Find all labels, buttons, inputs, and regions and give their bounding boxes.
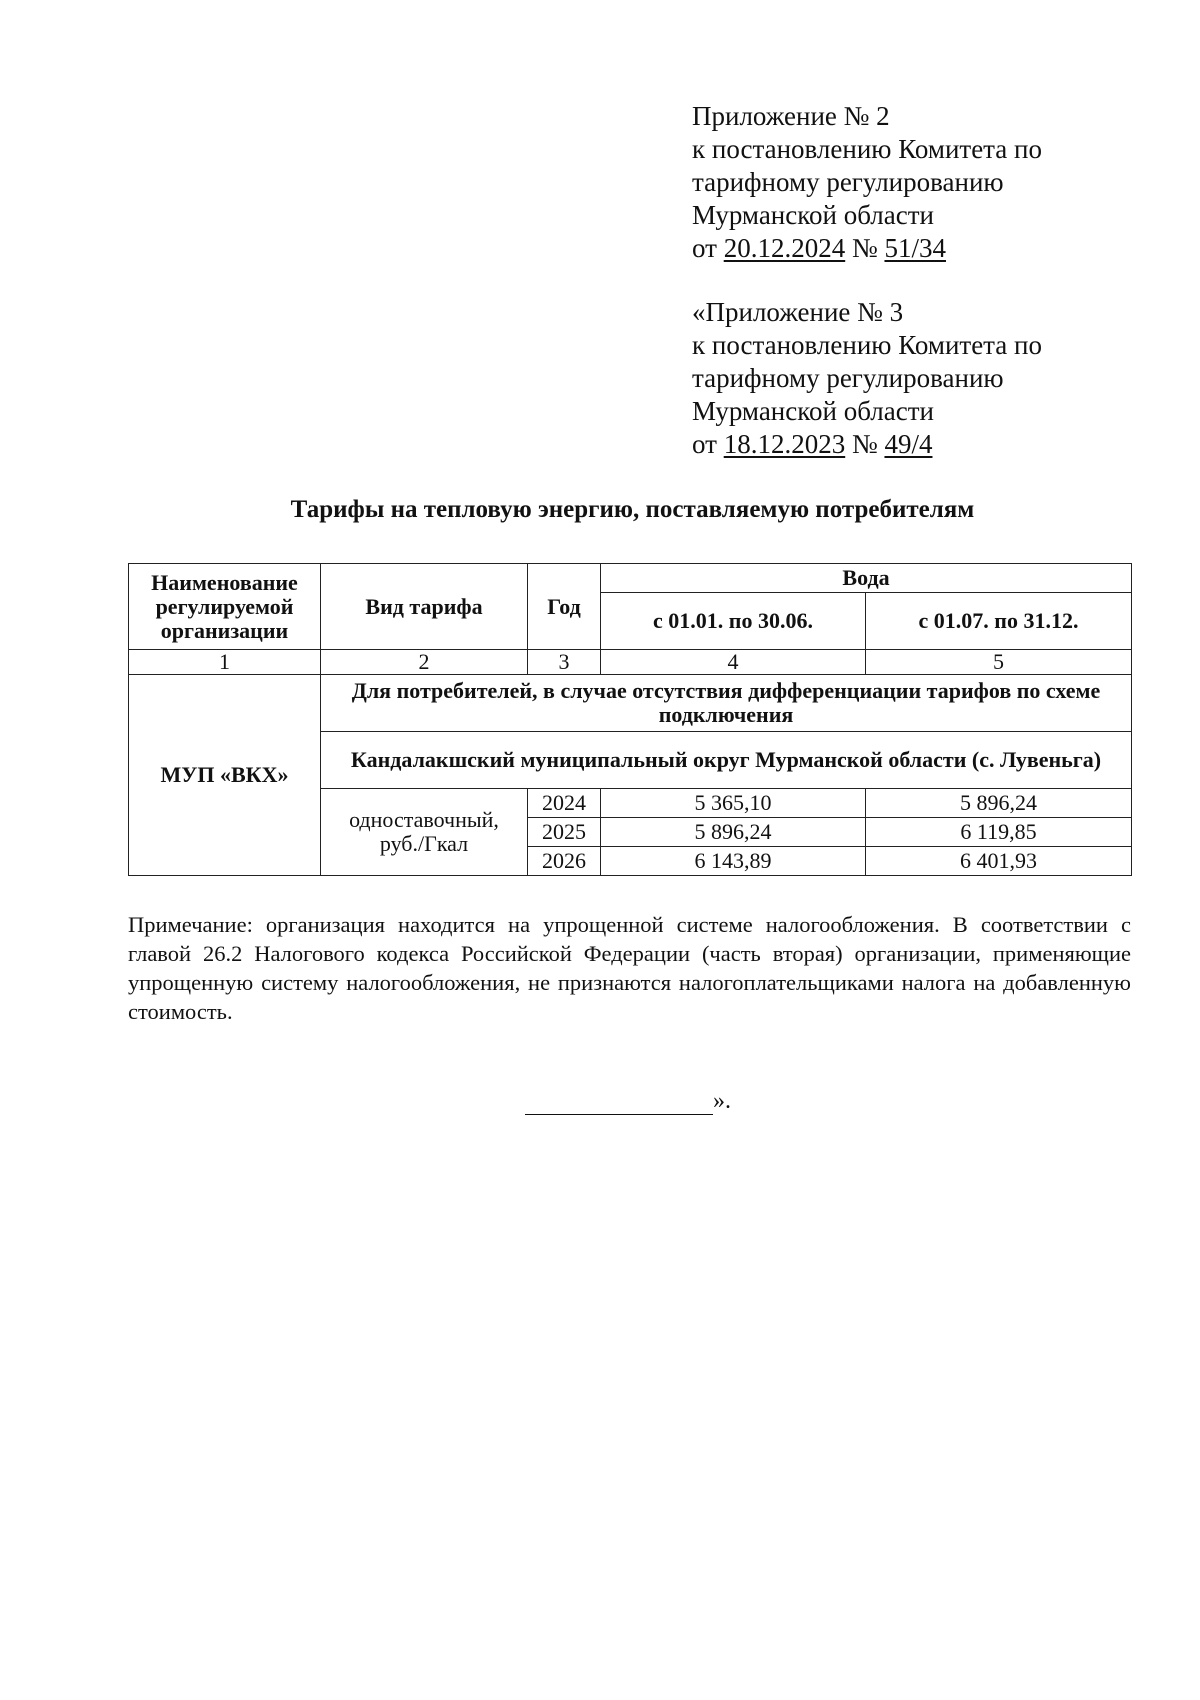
appendix-date-line (692, 232, 1162, 265)
appendix-header-amended (692, 296, 1162, 461)
value-period-1: 6 143,89 (601, 847, 866, 876)
header-period-1: с 01.01. по 30.06. (601, 593, 866, 650)
appendix-date: 18.12.2023 (723, 429, 846, 459)
value-period-2: 6 119,85 (866, 818, 1132, 847)
number-sign: № (851, 429, 878, 459)
appendix-date: 20.12.2024 (723, 233, 846, 263)
organization-name: МУП «ВКХ» (129, 675, 321, 876)
year-cell: 2024 (528, 789, 601, 818)
tariff-type-cell: одноставочный, руб./Гкал (321, 789, 528, 876)
appendix-number: 49/4 (884, 429, 933, 459)
column-number: 2 (321, 650, 528, 675)
appendix-date-line (692, 428, 1162, 461)
value-period-1: 5 896,24 (601, 818, 866, 847)
header-year: Год (528, 564, 601, 650)
number-sign: № (851, 233, 878, 263)
header-row (129, 564, 1132, 593)
territory-heading: Кандалакшский муниципальный округ Мурманской области (с. Лувеньга) (321, 732, 1132, 789)
closing-line (525, 1088, 731, 1115)
tariff-table (128, 563, 1132, 876)
appendix-line: к постановлению Комитета по (692, 134, 1042, 164)
section-row (129, 675, 1132, 732)
column-number: 3 (528, 650, 601, 675)
date-prefix: от (692, 429, 717, 459)
appendix-line: к постановлению Комитета по (692, 330, 1042, 360)
document-title: Тарифы на тепловую энергию, поставляемую потребителям (290, 496, 975, 523)
header-tariff-type: Вид тарифа (321, 564, 528, 650)
date-prefix: от (692, 233, 717, 263)
header-water: Вода (601, 564, 1132, 593)
column-number: 4 (601, 650, 866, 675)
value-period-1: 5 365,10 (601, 789, 866, 818)
year-cell: 2025 (528, 818, 601, 847)
year-cell: 2026 (528, 847, 601, 876)
column-number: 1 (129, 650, 321, 675)
column-number-row (129, 650, 1132, 675)
value-period-2: 6 401,93 (866, 847, 1132, 876)
tax-note: Примечание: организация находится на упрощенной системе налогообложения. В соответствии с главой 26.2 Налогового кодекса Российской Федерации (часть вторая) организации, применяющие упрощенную систему налогообложения, не признаются налогоплательщиками налога на добавленную стоимость. (128, 912, 1131, 1024)
closing-quote-mark: ». (713, 1088, 731, 1114)
appendix-line: тарифному регулированию (692, 167, 1004, 197)
closing-blank-line (525, 1092, 713, 1115)
appendix-line: «Приложение № 3 (692, 297, 904, 327)
appendix-line: Приложение № 2 (692, 101, 890, 131)
section-heading: Для потребителей, в случае отсутствия дифференциации тарифов по схеме подключения (321, 675, 1132, 732)
appendix-header-current (692, 100, 1162, 265)
appendix-number: 51/34 (884, 233, 946, 263)
appendix-line: тарифному регулированию (692, 363, 1004, 393)
column-number: 5 (866, 650, 1132, 675)
appendix-line: Мурманской области (692, 200, 934, 230)
header-period-2: с 01.07. по 31.12. (866, 593, 1132, 650)
header-organization: Наименование регулируемой организации (129, 564, 321, 650)
appendix-line: Мурманской области (692, 396, 934, 426)
value-period-2: 5 896,24 (866, 789, 1132, 818)
